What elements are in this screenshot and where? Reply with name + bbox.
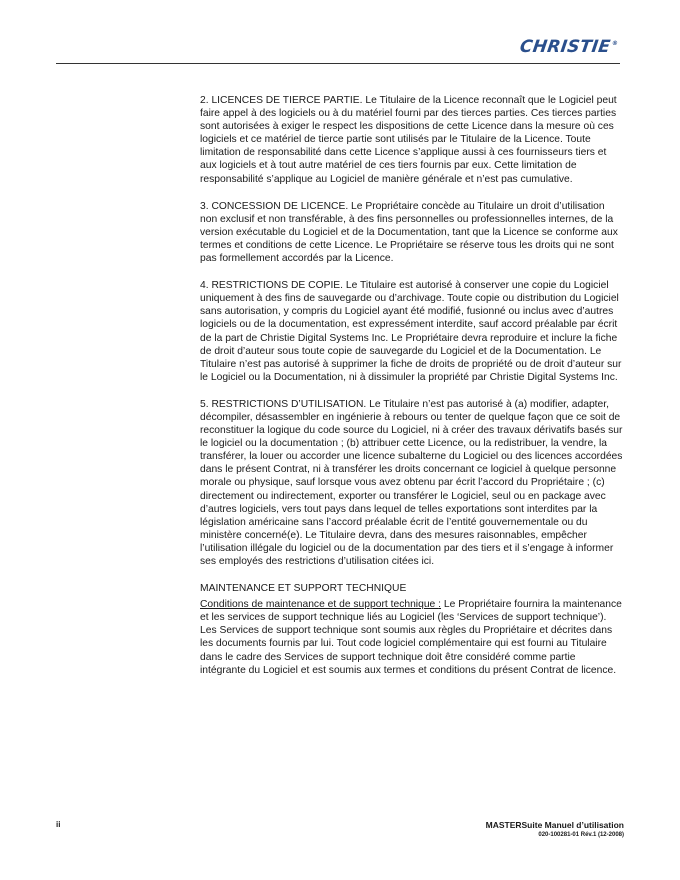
logo-trademark: ® — [611, 40, 619, 48]
maintenance-colon: : — [438, 599, 442, 611]
document-number: 020-100281-01 Rév.1 (12-2008) — [538, 832, 624, 838]
section-copy-restrictions: 4. RESTRICTIONS DE COPIE. Le Titulaire est autorisé à conserver une copie du Logiciel uniquement à des fins de sauvegarde ou d’archivage. Toute copie ou distribution du Logiciel sans autorisation, y compris du Logiciel ayant été modifié, fusionné ou inclus avec d’autres logiciels ou de la documentation, est expressément interdite, sauf accord préalable par écrit de la part de Christie Digital Systems Inc. Le Propriétaire devra reproduire et inclure la fiche de droit d’auteur sous toute copie de sauvegarde du Logiciel et de la Documentation. Le Titulaire n’est pas autorisé à supprimer la fiche de droits de propriété ou de droit d’auteur sur le Logiciel ou la Documentation, ni à dissimuler la propriété par Christie Digital Systems Inc. — [200, 280, 622, 383]
document-body — [200, 94, 624, 691]
page-number: ii — [56, 820, 61, 829]
section-licence-grant: 3. CONCESSION DE LICENCE. Le Propriétaire concède au Titulaire un droit d’utilisation non exclusif et non transférable, à des fins personnelles ou professionnelles internes, de la version exécutable du Logiciel et de la Documentation, tant que la Licence se conforme aux termes et conditions de cette Licence. Le Propriétaire se réserve tous les droits qui ne sont pas formellement accordés par la Licence. — [200, 200, 618, 265]
section-third-party-licences: 2. LICENCES DE TIERCE PARTIE. Le Titulaire de la Licence reconnaît que le Logiciel peut faire appel à des logiciels ou à du matériel fourni par des tierces parties. Ces tierces parties sont autorisées à exiger le respect les dispositions de cette Licence dans la mesure où ces logiciels et ce matériel de tierce partie sont utilisés par le Titulaire de la Licence. Toute limitation de responsabilité dans cette Licence s’applique aussi à ces fournisseurs tiers et aux logiciels et à tout autre matériel de ces tiers fournis par eux. Cette limitation de responsabilité s’applique au Logiciel de manière générale et n’est pas cumulative. — [200, 95, 617, 185]
header-rule — [56, 63, 620, 64]
maintenance-text: Le Propriétaire fournira la maintenance et les services de support technique liés au Logiciel (les ‘Services de support technique’). Les Services de support technique sont soumis aux règles du Propriétaire et décrites dans les documents fournis par lui. Tout code logiciel complémentaire qui est fourni au Titulaire dans le cadre des Services de support technique doit être considéré comme partie intégrante du Logiciel et est soumis aux termes et conditions du présent Contrat de licence. — [200, 599, 622, 676]
christie-logo — [519, 37, 619, 57]
manual-title: MASTERSuite Manuel d’utilisation — [485, 820, 624, 830]
maintenance-label: Conditions de maintenance et de support technique — [200, 599, 439, 611]
section-use-restrictions: 5. RESTRICTIONS D’UTILISATION. Le Titulaire n’est pas autorisé à (a) modifier, adapter, décompiler, désassembler en ingénierie à rebours ou tenter de quelque façon que ce soit de reconstituer la logique du code source du Logiciel, ni à créer des travaux dérivatifs basés sur le logiciel ou la documentation ; (b) attribuer cette Licence, ou la redistribuer, la vendre, la transférer, la louer ou accorder une licence subalterne du Logiciel ou des licences accordées dans le présent Contrat, ni à transférer les droits concernant ce logiciel à quelque personne morale ou physique, sauf lorsque vous avez obtenu par écrit l’accord du Propriétaire ; (c) directement ou indirectement, exporter ou transférer le Logiciel, seul ou en package avec d’autres logiciels, vers tout pays dans lequel de telles exportations sont interdites par la législation américaine sans l’accord préalable écrit de l’entité gouvernementale ou du ministère concerné(e). Le Titulaire devra, dans des mesures raisonnables, empêcher l’utilisation illégale du logiciel ou de la documentation par des tiers et il s’engage à informer ses employés des restrictions d’utilisation citées ici. — [200, 398, 623, 567]
footer-info — [486, 820, 624, 838]
logo-text: CHRISTIE — [518, 37, 612, 57]
maintenance-heading: MAINTENANCE ET SUPPORT TECHNIQUE — [200, 583, 407, 595]
maintenance-paragraph — [200, 598, 624, 677]
